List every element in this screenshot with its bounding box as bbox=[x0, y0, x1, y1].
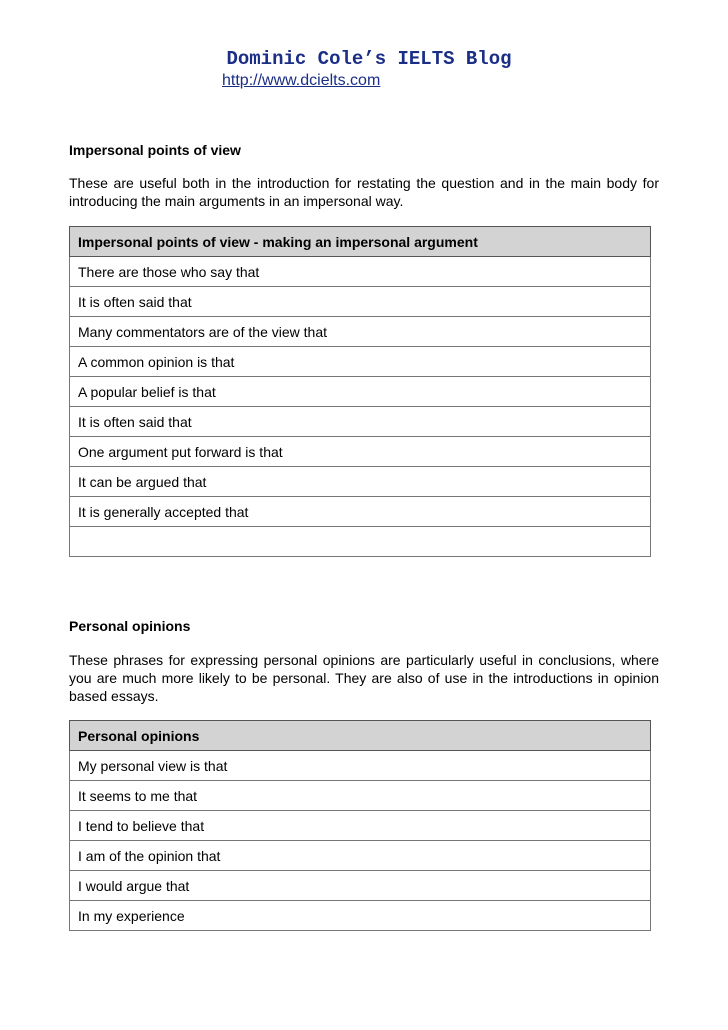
table-row bbox=[70, 781, 651, 811]
phrase-cell: My personal view is that bbox=[70, 751, 651, 781]
phrase-cell: There are those who say that bbox=[70, 257, 651, 287]
phrase-cell: I tend to believe that bbox=[70, 811, 651, 841]
phrase-cell: A common opinion is that bbox=[70, 347, 651, 377]
phrase-cell: It seems to me that bbox=[70, 781, 651, 811]
phrase-cell: It is often said that bbox=[70, 287, 651, 317]
table-row bbox=[70, 497, 651, 527]
table-row bbox=[70, 407, 651, 437]
personal-opinions-table bbox=[69, 720, 651, 931]
table-row bbox=[70, 901, 651, 931]
impersonal-phrases-table bbox=[69, 226, 651, 557]
section-heading-impersonal: Impersonal points of view bbox=[69, 142, 241, 158]
blog-title: Dominic Cole’s IELTS Blog bbox=[226, 48, 512, 70]
table-row bbox=[70, 841, 651, 871]
section-heading-personal: Personal opinions bbox=[69, 618, 191, 634]
blog-url-link[interactable]: http://www.dcielts.com bbox=[222, 72, 381, 89]
table-row bbox=[70, 811, 651, 841]
table-header-row bbox=[70, 721, 651, 751]
table-header-cell: Personal opinions bbox=[70, 721, 651, 751]
table-row bbox=[70, 287, 651, 317]
phrase-cell: Many commentators are of the view that bbox=[70, 317, 651, 347]
table-row bbox=[70, 347, 651, 377]
table-row bbox=[70, 751, 651, 781]
table-row bbox=[70, 257, 651, 287]
table-row bbox=[70, 467, 651, 497]
table-header-cell: Impersonal points of view - making an impersonal argument bbox=[70, 227, 651, 257]
section-description-impersonal: These are useful both in the introduction for restating the question and in the main body for introducing the main arguments in an impersonal way. bbox=[69, 175, 659, 209]
section-description-personal: These phrases for expressing personal opinions are particularly useful in conclusions, where you are much more likely to be personal. They are also of use in the introductions in opinion based essays. bbox=[69, 652, 659, 704]
phrase-cell: It can be argued that bbox=[70, 467, 651, 497]
phrase-cell: A popular belief is that bbox=[70, 377, 651, 407]
phrase-cell: One argument put forward is that bbox=[70, 437, 651, 467]
phrase-cell: It is generally accepted that bbox=[70, 497, 651, 527]
empty-phrase-cell bbox=[70, 527, 651, 557]
table-header-row bbox=[70, 227, 651, 257]
table-row bbox=[70, 437, 651, 467]
phrase-cell: It is often said that bbox=[70, 407, 651, 437]
table-row bbox=[70, 871, 651, 901]
phrase-cell: I am of the opinion that bbox=[70, 841, 651, 871]
phrase-cell: In my experience bbox=[70, 901, 651, 931]
phrase-cell: I would argue that bbox=[70, 871, 651, 901]
table-row-empty bbox=[70, 527, 651, 557]
table-row bbox=[70, 317, 651, 347]
table-row bbox=[70, 377, 651, 407]
